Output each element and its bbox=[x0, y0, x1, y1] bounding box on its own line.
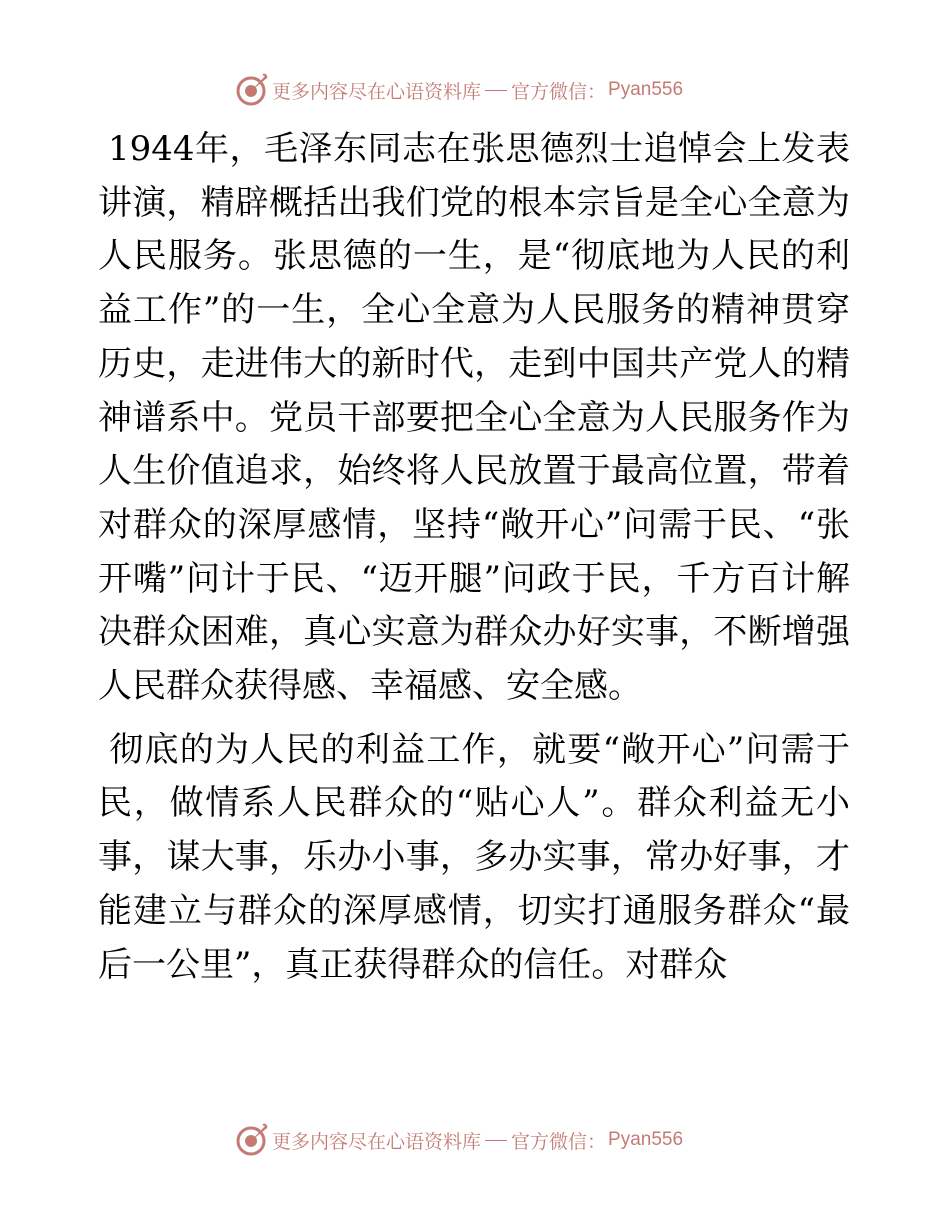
footer-watermark bbox=[234, 1120, 683, 1160]
watermark-label: 官方微信： bbox=[511, 80, 607, 103]
header-watermark bbox=[234, 70, 683, 110]
document-body bbox=[98, 123, 850, 1002]
paragraph bbox=[98, 123, 850, 714]
paragraph-text: 彻底的为人民的利益工作，就要“敞开心”问需于民，做情系人民群众的“贴心人”。群众利益无小事，谋大事，乐办小事，多办实事，常办好事，才能建立与群众的深厚感情，切实打通服务群众“最后一公里”，真正获得群众的信任。对群众 bbox=[98, 729, 850, 985]
paragraph bbox=[98, 724, 850, 993]
watermark-handle: Pyan556 bbox=[608, 79, 684, 100]
watermark-divider bbox=[485, 90, 507, 91]
watermark-handle: Pyan556 bbox=[608, 1129, 684, 1150]
quill-logo-icon bbox=[234, 73, 268, 107]
paragraph-text: 1944年，毛泽东同志在张思德烈士追悼会上发表讲演，精辟概括出我们党的根本宗旨是全心全意为人民服务。张思德的一生，是“彻底地为人民的利益工作”的一生，全心全意为人民服务的精神贯穿历史，走进伟大的新时代，走到中国共产党人的精神谱系中。党员干部要把全心全意为人民服务作为人生价值追求，始终将人民放置于最高位置，带着对群众的深厚感情，坚持“敞开心”问需于民、“张开嘴”问计于民、“迈开腿”问政于民，千方百计解决群众困难，真心实意为群众办好实事，不断增强人民群众获得感、幸福感、安全感。 bbox=[98, 129, 850, 707]
quill-logo-icon bbox=[234, 1123, 268, 1157]
watermark-text: 更多内容尽在心语资料库 bbox=[272, 1130, 482, 1153]
watermark-divider bbox=[485, 1140, 507, 1141]
watermark-label: 官方微信： bbox=[511, 1130, 607, 1153]
watermark-text: 更多内容尽在心语资料库 bbox=[272, 80, 482, 103]
